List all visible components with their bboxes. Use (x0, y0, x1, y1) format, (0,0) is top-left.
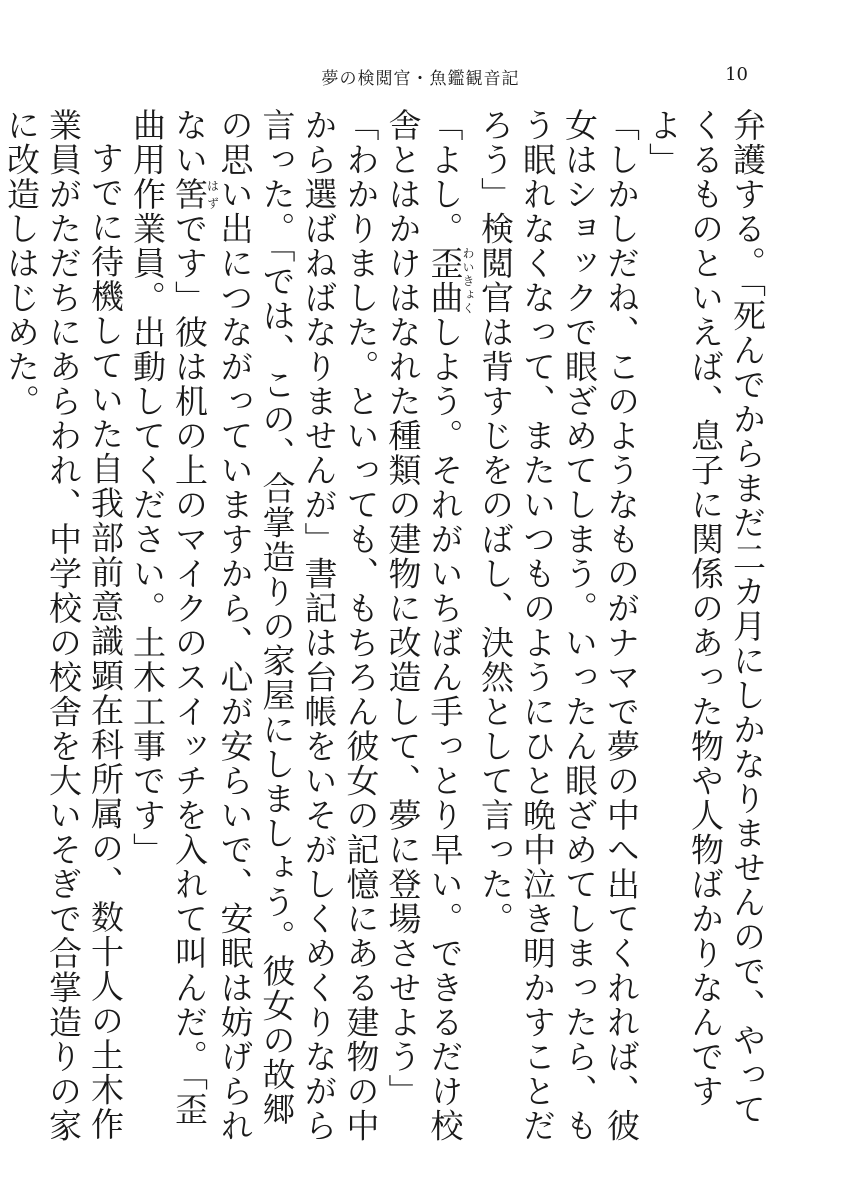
ruby-hazu-base: 筈 (170, 177, 209, 212)
body-text (2, 108, 768, 1148)
paragraph-5: すでに待機していた自我部前意識顕在科所属の、数十人の土木作業員がただちにあらわれ、中学校の校舎を大いそぎで合掌造りの家に改造しはじめた。 (2, 108, 125, 1143)
ruby-hazu-reading: はず (205, 177, 220, 212)
paragraph-1: 弁護する。「死んでからまだ二カ月にしかなりませんので、やってくるものといえば、息子に関係のあった物や人物ばかりなんですよ」 (644, 108, 767, 1127)
page-header (0, 64, 841, 94)
paragraph-4-start: 「わかりました。といっても、もちろん彼女の記憶にある建物の中から選ばねばなりませんが」書記は台帳をいそがしくめくりながら言った。「では、この、合掌造りの家屋にしましょう。彼女の故郷の思い出につながっていますから、心が安らいで、安眠は妨げられない (170, 108, 381, 1143)
paragraph-3 (382, 108, 475, 1148)
page-number: 10 (725, 64, 748, 85)
paragraph-4-rest: です」彼は机の上のマイクのスイッチを入れて叫んだ。「歪曲用作業員。出動してください。土木工事です」 (128, 108, 209, 1127)
ruby-waikyoku (425, 246, 475, 315)
paragraph-2: 「しかしだね、このようなものがナマで夢の中へ出てくれれば、彼女はショックで眼ざめてしまう。いったん眼ざめてしまったら、もう眠れなくなって、またいつものようにひと晩中泣き明かすことだろう」検閲官は背すじをのばし、決然として言った。 (476, 108, 641, 1143)
running-title: 夢の検閲官・魚鑑観音記 (321, 69, 520, 89)
ruby-waikyoku-base: 歪曲 (425, 246, 465, 315)
ruby-hazu (170, 177, 220, 212)
paragraph-3-rest: しよう。それがいちばん手っとり早い。できるだけ校舎とはかけはなれた種類の建物に改造して、夢に登場させよう」 (383, 108, 465, 1143)
paragraph-4 (126, 108, 382, 1148)
paragraph-3-start: 「よし。 (425, 108, 465, 246)
ruby-waikyoku-reading: わいきょく (461, 246, 475, 315)
